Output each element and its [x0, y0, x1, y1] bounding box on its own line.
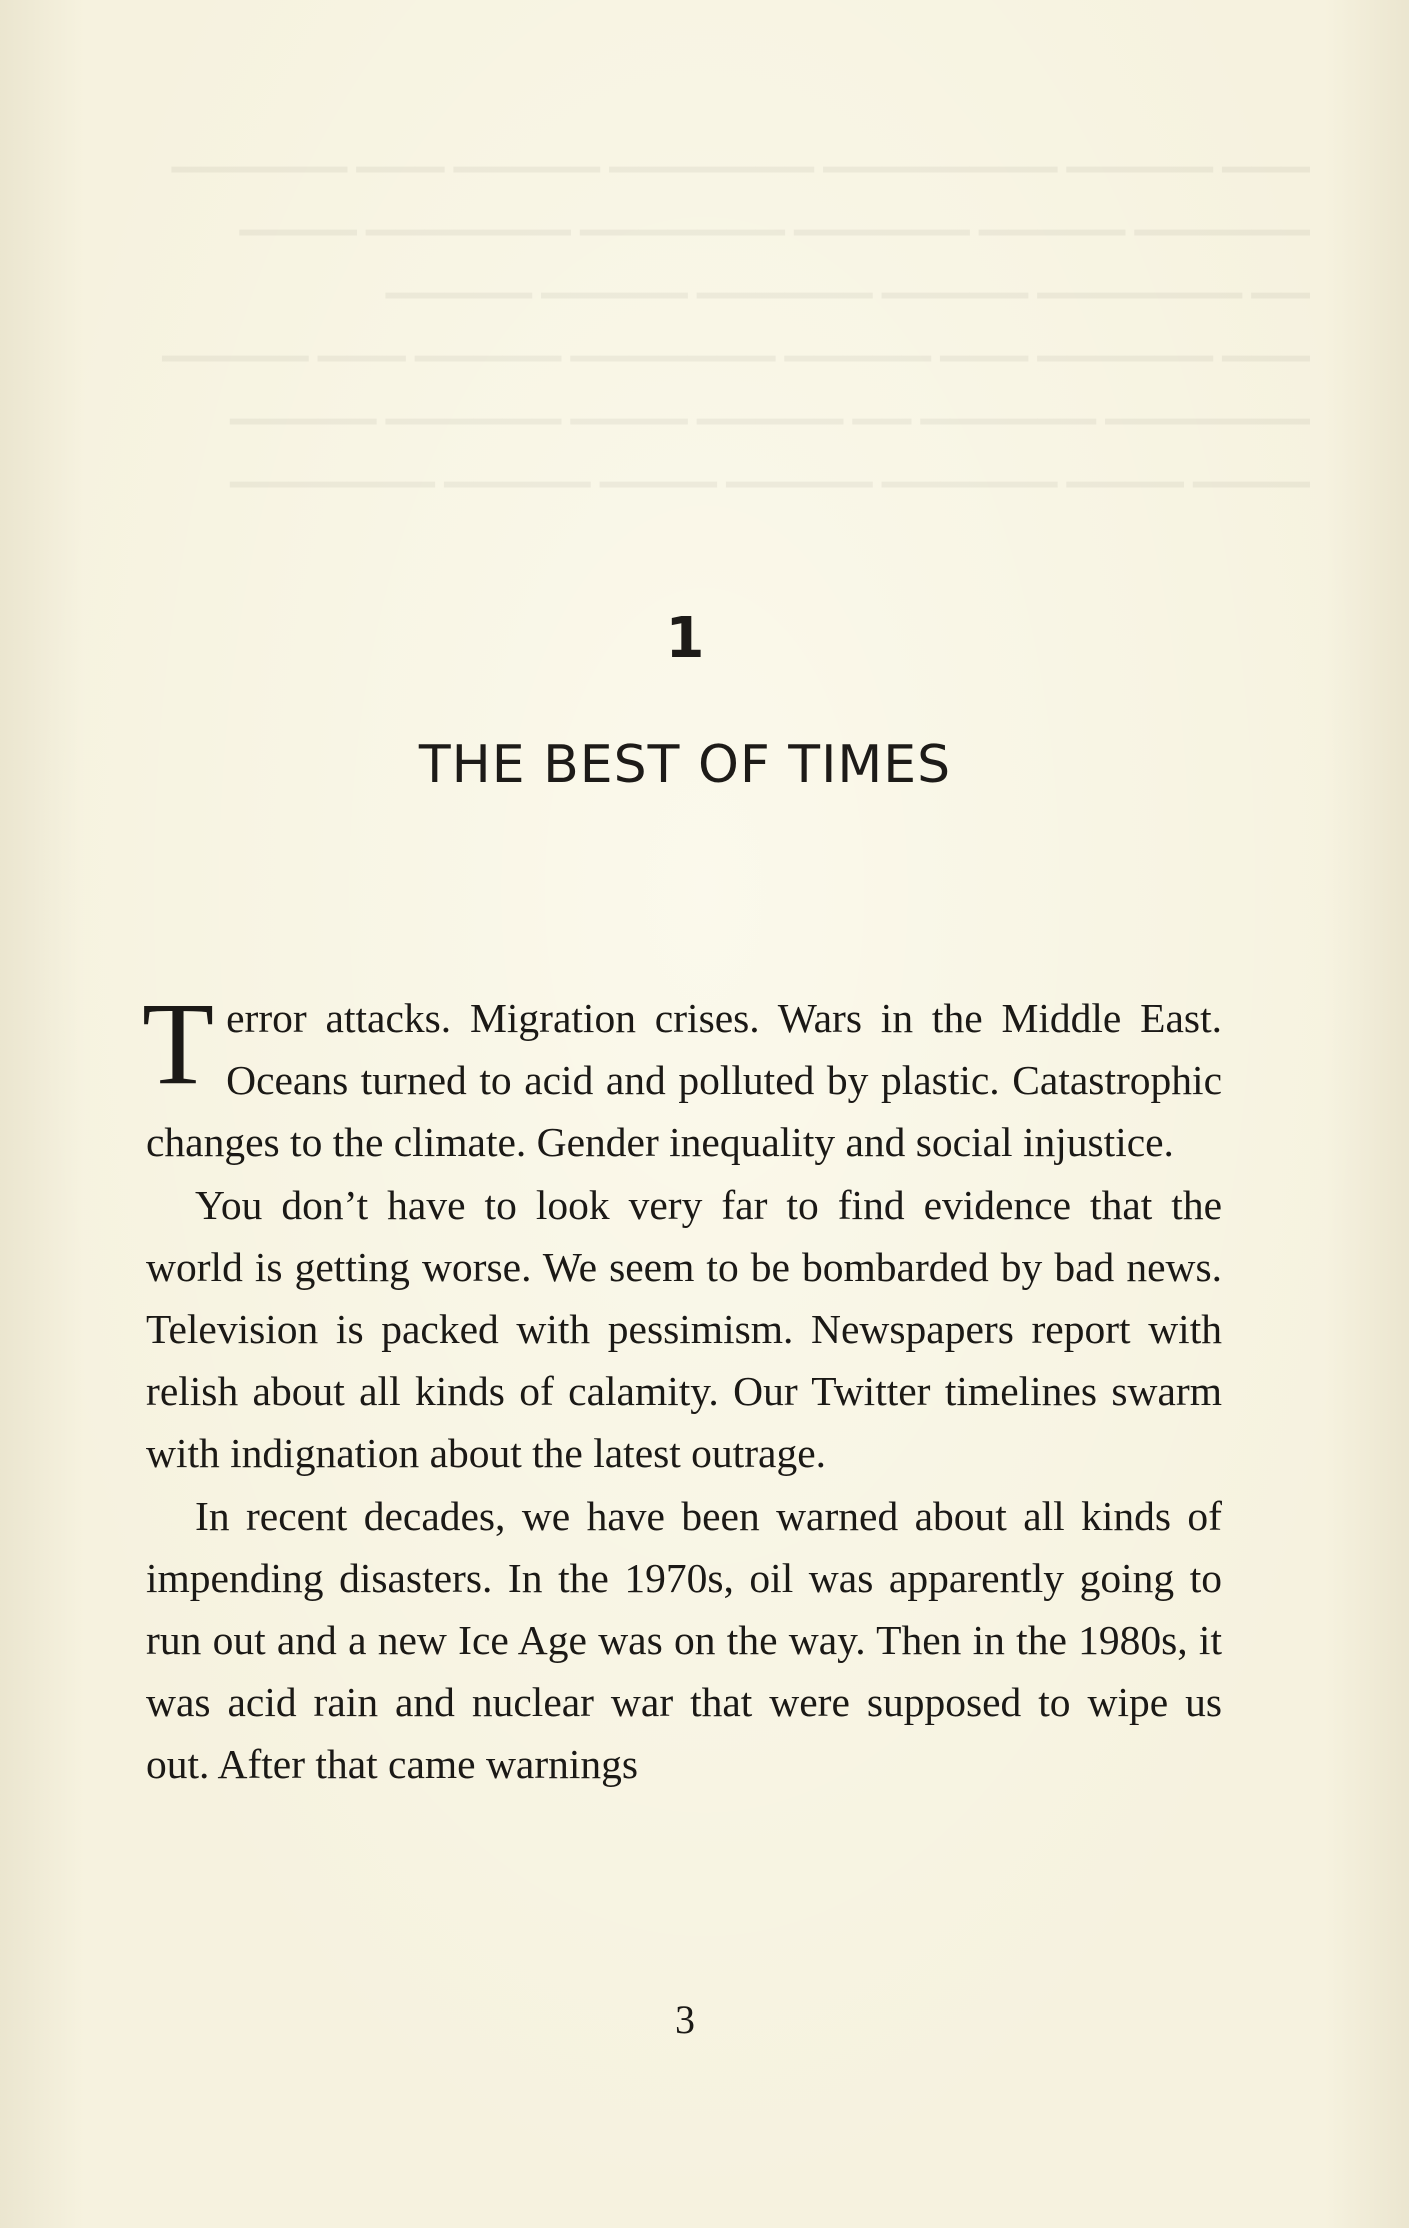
- paragraph-2: You don’t have to look very far to find evidence that the world is getting worse. We seem to be bombarded by bad news. Television is packed with pessimism. Newspapers report with relish about all kinds of calamity. Our Twitter timelines swarm with indignation about the latest outrage.: [146, 1181, 1222, 1477]
- chapter-title: THE BEST OF TIMES: [418, 735, 952, 795]
- chapter-number: 1: [665, 606, 705, 671]
- show-through-text: ▁▁▁ ▁▁▁▁▁ ▁▁▁▁▁▁▁▁ ▁▁▁▁▁▁▁ ▁▁▁▁▁ ▁▁▁ ▁▁▁▁▁▁ ▁▁▁▁▁▁ ▁▁▁▁▁ ▁▁▁▁▁▁ ▁▁▁▁▁▁▁ ▁▁▁▁▁▁▁ ▁▁▁▁ ▁▁ ▁▁▁▁▁▁▁ ▁▁▁▁▁ ▁▁▁▁▁▁ ▁▁▁▁▁ ▁▁▁▁▁ ▁▁▁ ▁▁▁▁▁▁ ▁▁▁ ▁▁▁▁▁ ▁▁▁▁▁▁▁ ▁▁▁▁▁ ▁▁▁ ▁▁▁▁▁ ▁▁▁▁▁▁▁ ▁▁▁▁▁▁ ▁▁ ▁▁▁▁▁ ▁▁▁▁ ▁▁▁▁▁▁ ▁▁▁▁▁ ▁▁▁▁ ▁▁▁▁ ▁▁▁▁▁▁ ▁▁▁▁▁ ▁▁▁▁ ▁▁▁▁▁ ▁▁▁▁▁▁▁: [162, 130, 1310, 487]
- paragraph-1-text: error attacks. Migration crises. Wars in the Middle East. Oceans turned to acid and polluted by plastic. Catastrophic changes to the climate. Gender inequality and social injustice.: [146, 995, 1222, 1166]
- paragraph-3: In recent decades, we have been warned about all kinds of impending disasters. In the 1970s, oil was apparently going to run out and a new Ice Age was on the way. Then in the 1980s, it was acid rain and nuclear war that were supposed to wipe us out. After that came warnings: [146, 1492, 1222, 1788]
- page-number: 3: [675, 1997, 695, 2042]
- paragraph-1: [142, 978, 1222, 1174]
- drop-cap: T: [142, 978, 215, 1109]
- chapter-body: [142, 978, 1222, 1796]
